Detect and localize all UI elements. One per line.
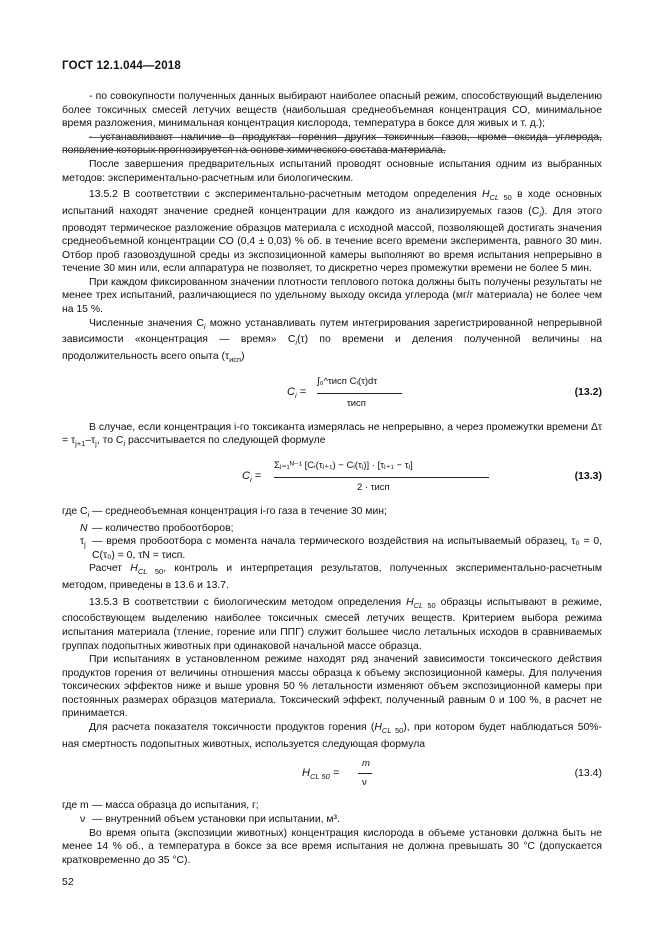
formula-lhs: $C_i$ = — [287, 385, 307, 400]
text: ), при котором будет наблюдаться 50%-ная смертность подопытных животных, используется следующая формула — [62, 722, 602, 750]
definition-text: — время пробоотбора с момента начала термического воздействия на испытываемый образец, τ₀ = 0, C(τ₀) = 0, τN = τисп. — [92, 536, 602, 561]
fraction-bar — [317, 393, 402, 394]
definition-term — [62, 505, 92, 522]
definitions-list — [62, 799, 602, 826]
symbol-sub: 50 — [394, 726, 404, 736]
page-number: 52 — [62, 876, 74, 888]
paragraph: При каждом фиксированном значении плотности теплового потока должны быть получены результаты не менее трех испытаний, различающиеся по удельному выходу оксида углерода (мг/г материала) не более чем на 15 %. — [62, 276, 602, 316]
equation-number: (13.2) — [574, 385, 602, 398]
formula-13-3 — [62, 455, 602, 501]
text: ) — [241, 351, 245, 362]
symbol-sub: CL — [413, 600, 424, 610]
paragraph — [62, 421, 602, 451]
formula-denominator: 2 · τисп — [357, 481, 390, 493]
text: –τ — [85, 435, 96, 447]
paragraph: После завершения предварительных испытаний проводят основные испытания одним из выбранных методов: экспериментально-расчетным или биологическим. — [62, 158, 602, 184]
paragraph — [62, 317, 602, 367]
formula-13-2 — [62, 371, 602, 417]
definition-row — [62, 535, 602, 562]
formula-numerator: ∫₀^τисп Cᵢ(τ)dτ — [317, 375, 378, 387]
page-body — [62, 90, 602, 867]
text: , контроль и интерпретация результатов, полученных экспериментально-расчетным методом, приведены в 13.6 и 13.7. — [62, 563, 602, 592]
formula-13-4 — [62, 755, 602, 795]
symbol-h: H — [130, 563, 138, 575]
formula-sub: i — [294, 390, 297, 400]
term-text: где C — [62, 505, 88, 517]
term-sub: j — [84, 540, 86, 550]
paragraph-13-5-2 — [62, 188, 602, 276]
symbol-h: H — [406, 596, 414, 608]
text: ). Для этого проводят термическое разложение образцов материала с исходной массой, позволяющей достигать значения среднеобъемной концентрации СО (0,4 ± 0,03) % об. в течение всего времени эксперимента, равного 30 мин. Отбор проб газовоздушной среды из экспозиционной камеры выполняют во время испытания непрерывно в течение 30 мин или, если аппаратура не позволяет, то дискретно через промежутки времени не более 5 мин. — [62, 205, 602, 275]
formula-var: C — [242, 469, 250, 482]
formula-sub: CL 50 — [309, 772, 330, 782]
text: В случае, если концентрация i-го токсиканта измерялась не непрерывно, а через промежутки времени Δτ = τ — [62, 421, 602, 447]
formula-denominator: ν — [362, 777, 367, 789]
term-text: где m — [62, 800, 89, 812]
definition-term — [62, 522, 92, 536]
text: рассчитывается по следующей формуле — [128, 435, 326, 447]
symbol-sub: i — [123, 439, 126, 449]
paragraph: При испытаниях в установленном режиме находят ряд значений зависимости токсического действия продуктов горения от величины отношения массы образца к объему экспозиционной камеры. Для получения токсических эффектов ниже и выше уровня 50 % летальности изменяют объем экспозиционной камеры при постоянных размерах образцов материала. Токсический эффект, полученный равным 0 и 100 %, в расчет не принимается. — [62, 654, 602, 720]
symbol-h: H — [481, 189, 490, 201]
definition-term — [62, 799, 92, 813]
symbol-sub: CL — [381, 726, 392, 736]
text: в ходе основных испытаний находят значение средней концентрации для каждого из анализируемых газов (C — [62, 189, 602, 217]
equation-number: (13.4) — [574, 767, 602, 780]
formula-numerator: Σⱼ₌₁ᴺ⁻¹ [Cᵢ(τⱼ₊₁) − Cᵢ(τⱼ)] · [τⱼ₊₁ − τⱼ] — [274, 459, 413, 471]
formula-lhs: $C_i$ = — [242, 469, 262, 485]
fraction-bar — [274, 477, 489, 478]
equation-number: (13.3) — [574, 469, 602, 482]
definition-term — [62, 535, 92, 562]
text: Численные значения C — [89, 317, 204, 329]
text: 13.5.3 В соответствии с биологическим методом определения — [89, 596, 402, 608]
paragraph — [62, 721, 602, 751]
symbol-sub: 50 — [154, 567, 164, 577]
term-text: ν — [80, 813, 86, 825]
definition-term — [62, 813, 92, 827]
text: , то C — [96, 435, 124, 447]
definition-row — [62, 505, 602, 522]
symbol-sub: исп — [229, 355, 242, 365]
paragraph — [62, 562, 602, 592]
formula-lhs: $H_{CL 50}$ = — [302, 767, 340, 782]
paragraph — [62, 131, 602, 158]
text: образцы испытывают в режиме, способствующем выделению наиболее токсичных смесей летучих веществ. Критерием выбора режима испытания материала (тление, горение или ППГ) служит большее число летальных исходов в сравниваемых группах подопытных животных при одинаковой начальной массе образца. — [62, 596, 603, 652]
text: можно устанавливать путем интегрирования зарегистрированной непрерывной зависимости «концентрация — время» C — [62, 317, 602, 346]
paragraph: - по совокупности полученных данных выбирают наиболее опасный режим, способствующий выделению более токсичных смесей летучих веществ (наибольшая среднеобъемная концентрация СО, минимальное время разложения, минимальная концентрация кислорода, температура в боксе для живых и т. д.); — [62, 91, 602, 130]
symbol-sub: j+1 — [75, 439, 86, 449]
formula-denominator: τисп — [347, 397, 366, 409]
definition-text: — количество пробоотборов; — [92, 522, 234, 534]
definition-row — [62, 813, 602, 827]
term-sub: i — [87, 510, 90, 520]
formula-numerator: m — [362, 758, 370, 770]
symbol-sub: 50 — [427, 600, 436, 610]
symbol-sub: i — [539, 209, 541, 219]
term-text: N — [80, 522, 88, 534]
paragraph: Во время опыта (экспозиции животных) концентрация кислорода в объеме установки должна быть не менее 14 % об., а температура в боксе за все время испытания не должна превышать 30 °С (допускается кратковременно до 35 °С). — [62, 827, 602, 866]
definition-row — [62, 522, 602, 536]
definition-text: — внутренний объем установки при испытании, м³. — [92, 813, 340, 825]
symbol-sub: 50 — [503, 193, 512, 203]
formula-sub: i — [249, 475, 252, 485]
definition-row — [62, 799, 602, 813]
symbol-sub: i — [295, 338, 298, 348]
definitions-list — [62, 505, 602, 562]
formula-var: H — [302, 767, 310, 780]
symbol-h: H — [374, 722, 382, 734]
symbol-sub: i — [203, 321, 206, 331]
term-text: τ — [80, 536, 85, 548]
definition-text: — среднеобъемная концентрация i-го газа в течение 30 мин; — [92, 505, 387, 517]
page-header: ГОСТ 12.1.044—2018 — [62, 60, 181, 72]
symbol-sub: j — [95, 439, 97, 449]
definition-text: — масса образца до испытания, г; — [92, 800, 259, 812]
formula-var: C — [287, 385, 295, 398]
symbol-sub: CL — [489, 193, 500, 203]
paragraph-13-5-3 — [62, 596, 602, 653]
symbol-sub: CL — [137, 567, 148, 577]
text: (τ) по времени и деления полученной величины на продолжительность всего опыта (τ — [62, 334, 603, 362]
text: Расчет — [89, 563, 123, 575]
struck-text: - устанавливают наличие в продуктах горения других токсичных газов, кроме оксида углерода, появление которых прогнозируется на основе химического состава материала. — [62, 131, 602, 157]
fraction-bar — [358, 773, 372, 774]
text: Для расчета показателя токсичности продуктов горения ( — [89, 722, 375, 734]
text: 13.5.2 В соответствии с экспериментально-расчетным методом определения — [89, 189, 477, 201]
